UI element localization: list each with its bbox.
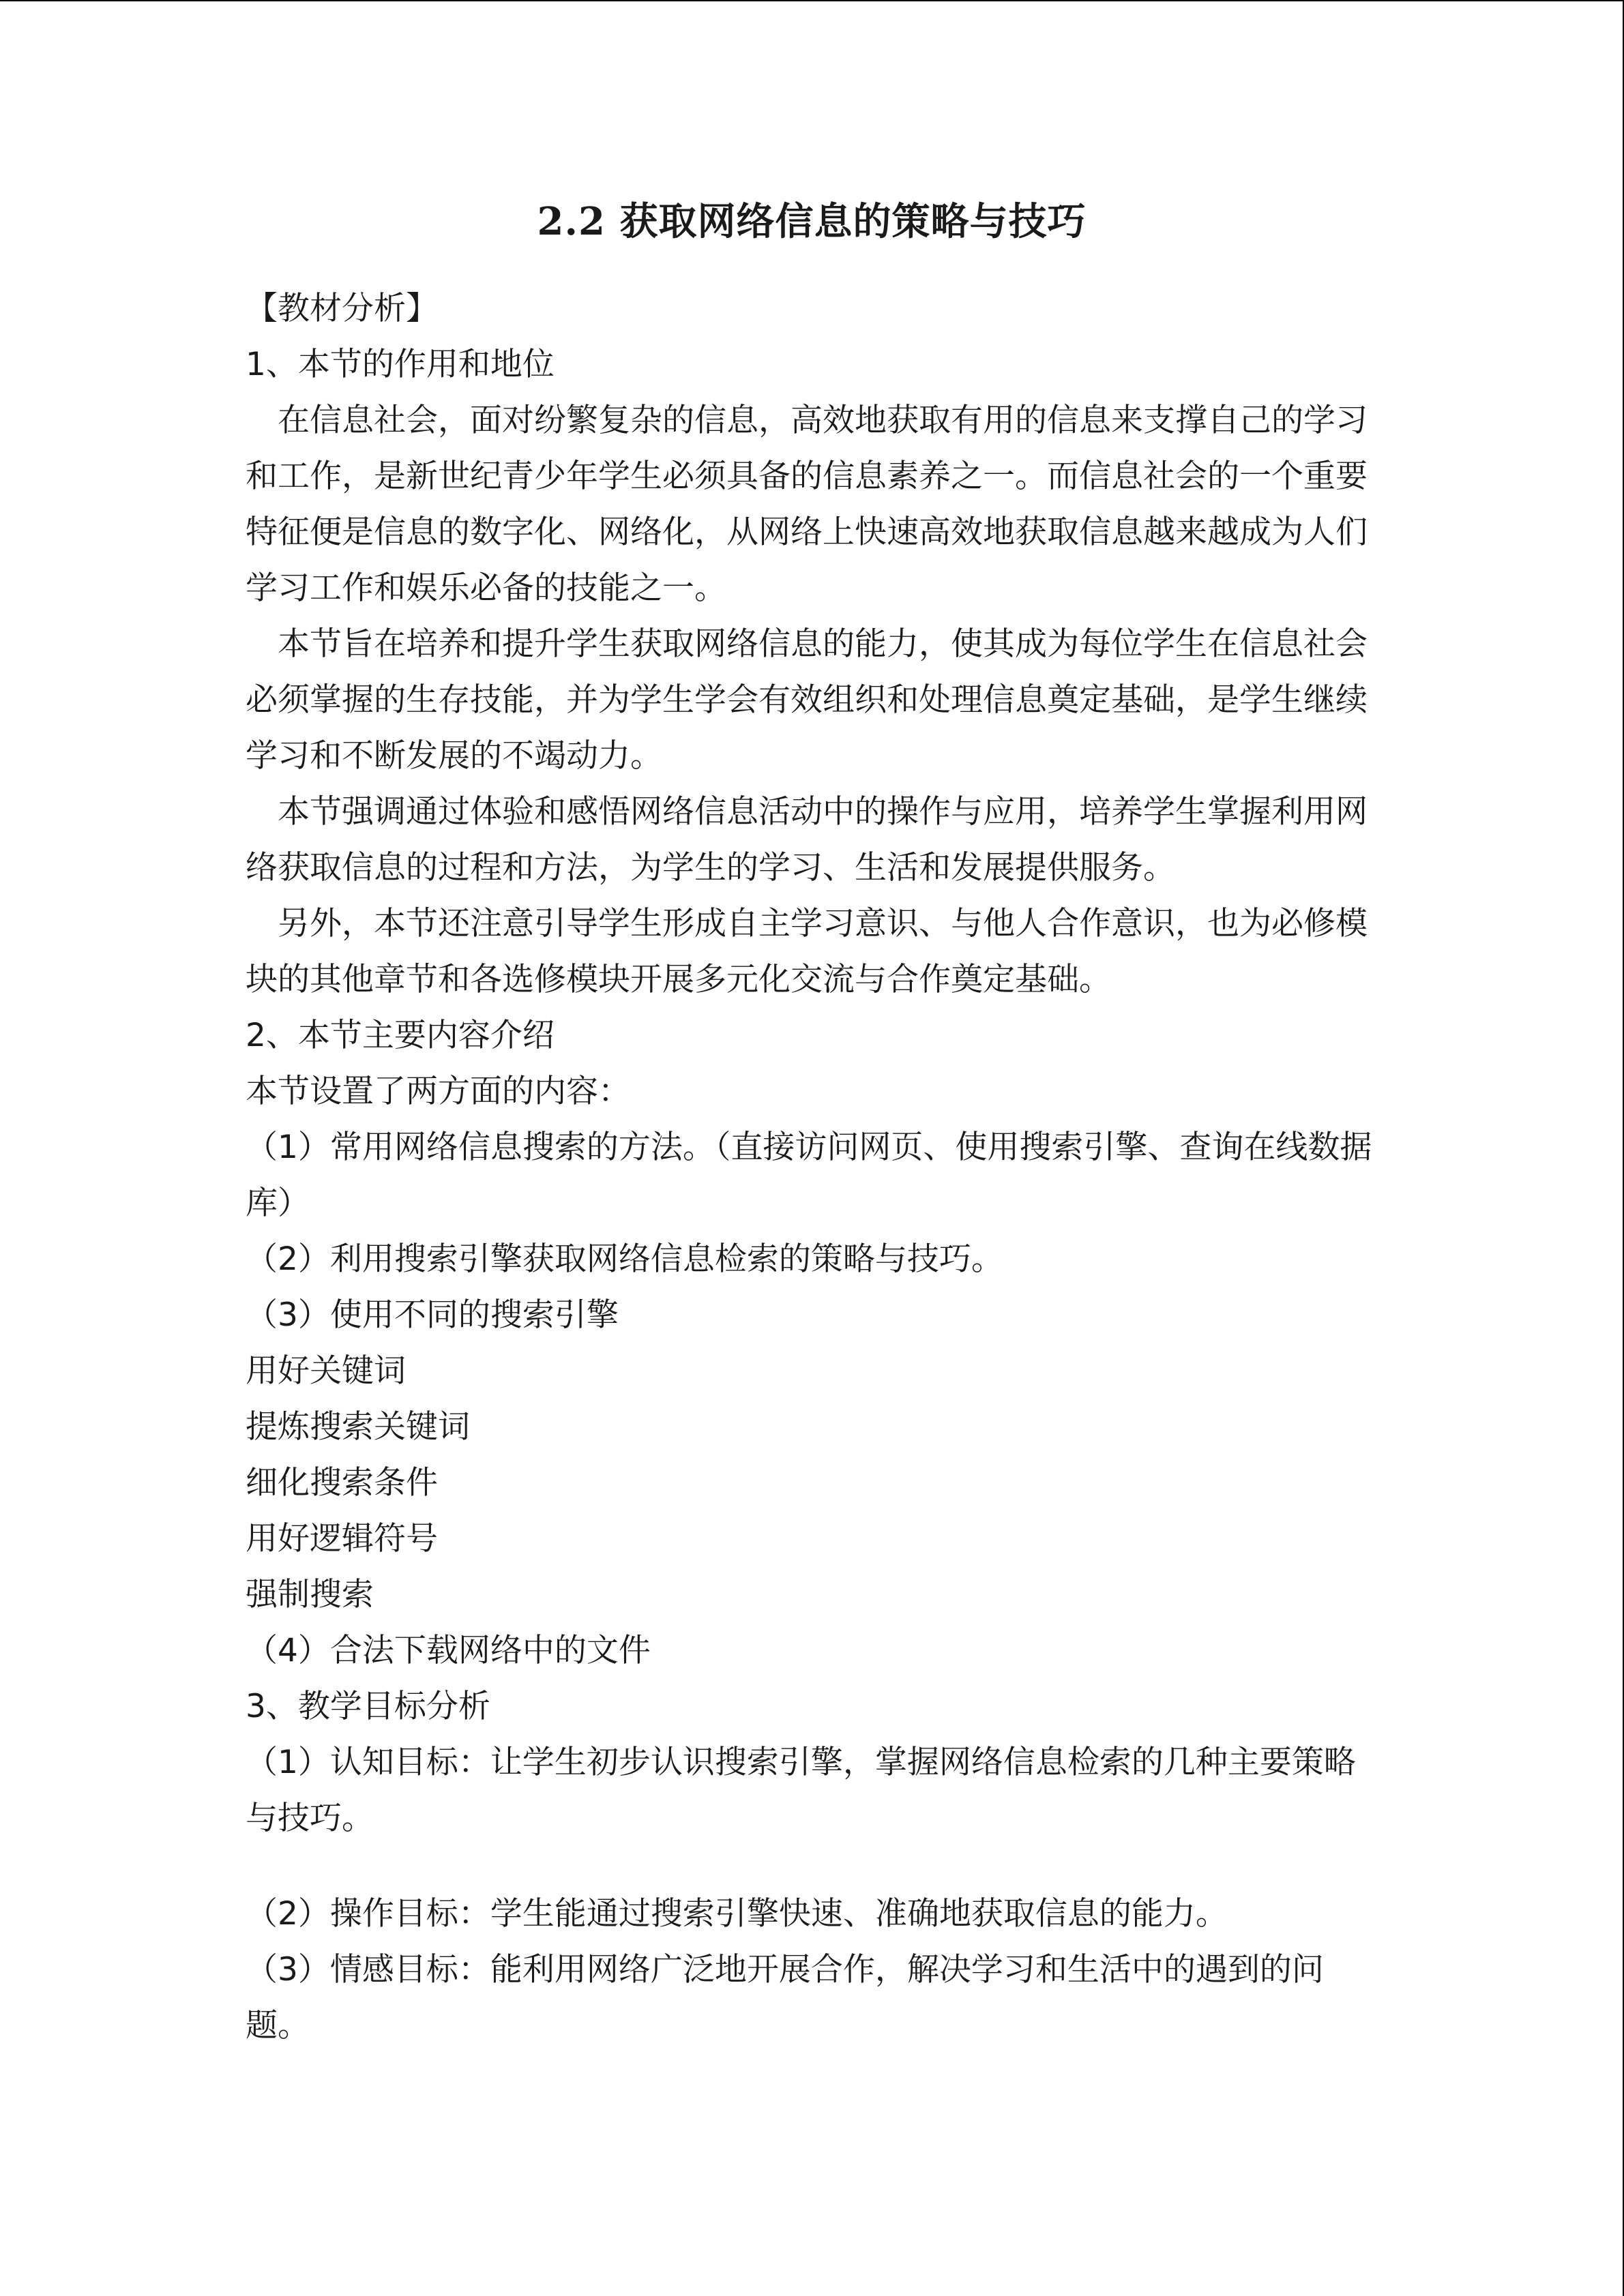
content-subitem: 提炼搜索关键词	[246, 1408, 470, 1446]
subsection-heading-objectives: 3、教学目标分析	[246, 1688, 490, 1725]
subsection-heading-role: 1、本节的作用和地位	[246, 346, 555, 383]
content-item-2: （2）利用搜索引擎获取网络信息检索的策略与技巧。	[246, 1240, 1003, 1278]
paragraph-section-emphasis: 本节强调通过体验和感悟网络信息活动中的操作与应用，培养学生掌握利用网络获取信息的过程和方法，为学生的学习、生活和发展提供服务。	[246, 793, 1368, 886]
content-subitem: 用好逻辑符号	[246, 1520, 438, 1557]
subsection-heading-content: 2、本节主要内容介绍	[246, 1017, 555, 1054]
document-body	[246, 191, 1378, 2054]
content-intro: 本节设置了两方面的内容：	[246, 1073, 630, 1110]
content-subitem: 用好关键词	[246, 1352, 406, 1390]
paragraph-section-aim: 本节旨在培养和提升学生获取网络信息的能力，使其成为每位学生在信息社会必须掌握的生存技能，并为学生学会有效组织和处理信息奠定基础，是学生继续学习和不断发展的不竭动力。	[246, 625, 1368, 775]
content-item-3: （3）使用不同的搜索引擎	[246, 1296, 619, 1334]
content-subitem: 细化搜索条件	[246, 1464, 438, 1502]
objective-operational: （2）操作目标：学生能通过搜索引擎快速、准确地获取信息的能力。	[246, 1895, 1228, 1933]
content-item-1: （1）常用网络信息搜索的方法。（直接访问网页、使用搜索引擎、查询在线数据库）	[246, 1129, 1372, 1222]
section-heading-textbook-analysis: 【教材分析】	[246, 290, 438, 327]
document-title: 2.2 获取网络信息的策略与技巧	[537, 199, 1087, 244]
objective-affective: （3）情感目标：能利用网络广泛地开展合作，解决学习和生活中的遇到的问题。	[246, 1951, 1324, 2044]
objective-cognitive: （1）认知目标：让学生初步认识搜索引擎，掌握网络信息检索的几种主要策略与技巧。	[246, 1744, 1356, 1837]
content-item-4: （4）合法下载网络中的文件	[246, 1632, 651, 1669]
paragraph-info-society: 在信息社会，面对纷繁复杂的信息，高效地获取有用的信息来支撑自己的学习和工作，是新世纪青少年学生必须具备的信息素养之一。而信息社会的一个重要特征便是信息的数字化、网络化，从网络上快速高效地获取信息越来越成为人们学习工作和娱乐必备的技能之一。	[246, 402, 1368, 607]
content-subitem: 强制搜索	[246, 1576, 374, 1613]
paragraph-collaboration: 另外，本节还注意引导学生形成自主学习意识、与他人合作意识，也为必修模块的其他章节和各选修模块开展多元化交流与合作奠定基础。	[246, 905, 1368, 998]
